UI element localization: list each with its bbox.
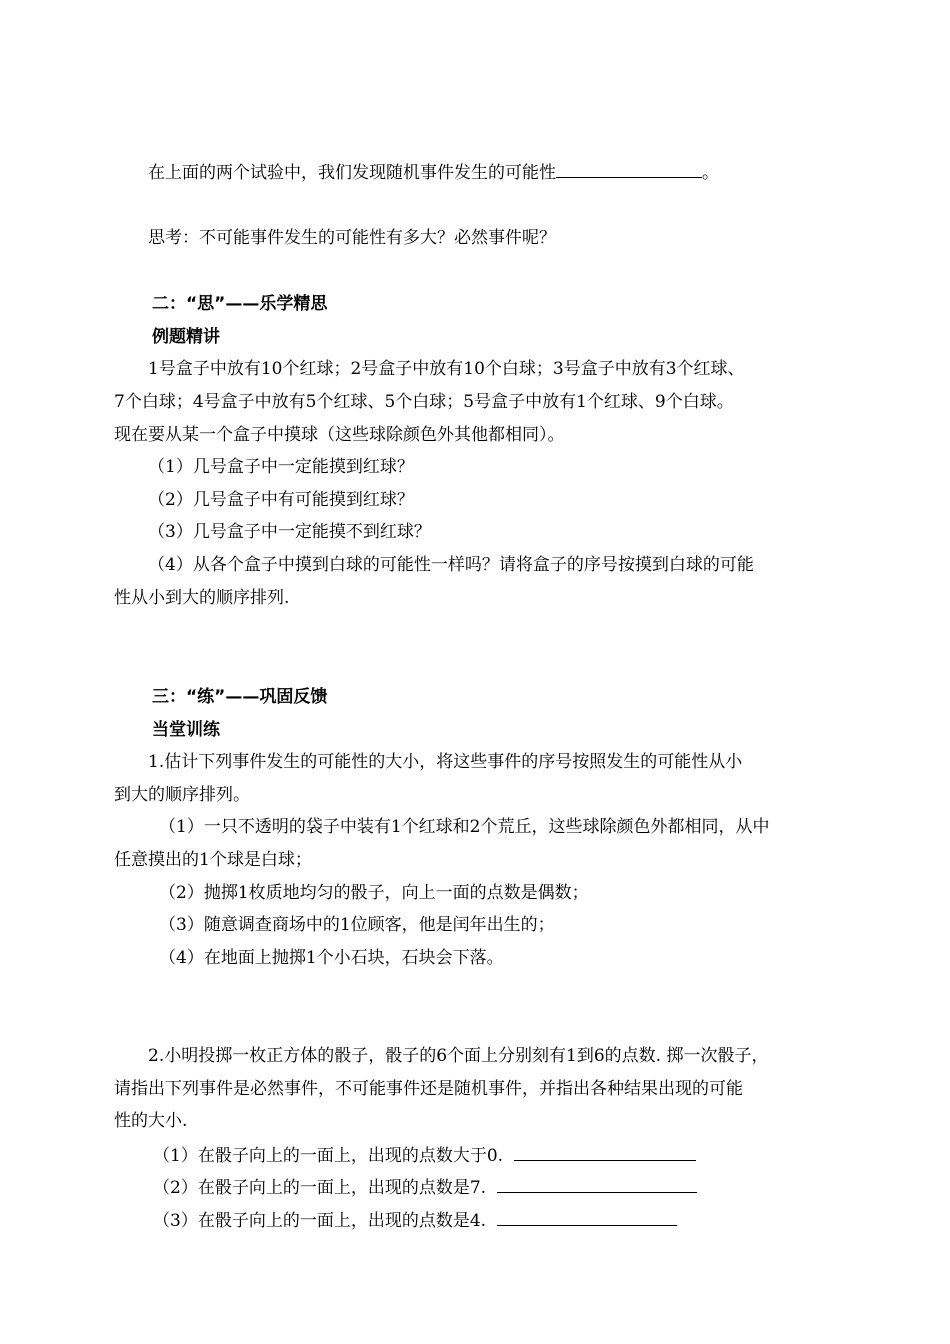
observation-text: 在上面的两个试验中，我们发现随机事件发生的可能性 [148,163,556,183]
exercise2-item [153,1174,697,1200]
problem-line: 1号盒子中放有10个红球；2号盒子中放有10个白球；3号盒子中放有3个红球、 [148,359,745,379]
think-question: 思考：不可能事件发生的可能性有多大？必然事件呢？ [148,228,556,248]
exercise1-item: （3）随意调查商场中的1位顾客，他是闰年出生的； [159,915,555,935]
exercise1-line: 到大的顺序排列。 [114,785,250,805]
question-item-continued: 性从小到大的顺序排列. [114,588,290,608]
exercise1-item: （4）在地面上抛掷1个小石块，石块会下落。 [159,948,504,968]
exercise2-item-text: （3）在骰子向上的一面上，出现的点数是4. [153,1211,487,1231]
answer-blank[interactable] [497,1207,677,1226]
exercise2-line: 2.小明投掷一枚正方体的骰子，骰子的6个面上分别刻有1到6的点数. 掷一次骰子， [148,1046,769,1066]
answer-blank[interactable] [514,1142,696,1161]
exercise2-item [153,1142,696,1168]
answer-blank[interactable] [497,1174,697,1193]
problem-line: 现在要从某一个盒子中摸球（这些球除颜色外其他都相同）。 [114,425,565,445]
exercise1-item: （1）一只不透明的袋子中装有1个红球和2个荒丘，这些球除颜色外都相同，从中 [159,817,770,837]
section3-heading: 三：“练”——巩固反馈 [152,687,328,707]
observation-answer-blank[interactable] [556,159,702,178]
exercise2-line: 性的大小. [114,1111,188,1131]
question-item: （3）几号盒子中一定能摸不到红球？ [148,522,431,542]
problem-line: 7个白球；4号盒子中放有5个红球、5个白球；5号盒子中放有1个红球、9个白球。 [114,392,734,412]
section2-heading: 二：“思”——乐学精思 [152,294,328,314]
section2-subheading: 例题精讲 [152,327,220,347]
exercise1-line: 1.估计下列事件发生的可能性的大小，将这些事件的序号按照发生的可能性从小 [148,752,743,772]
question-item: （2）几号盒子中有可能摸到红球？ [148,490,414,510]
exercise2-line: 请指出下列事件是必然事件，不可能事件还是随机事件，并指出各种结果出现的可能 [114,1079,743,1099]
exercise2-item-text: （2）在骰子向上的一面上，出现的点数是7. [153,1178,487,1198]
exercise1-item-continued: 任意摸出的1个球是白球； [114,850,312,870]
section3-subheading: 当堂训练 [152,720,220,740]
exercise1-item: （2）抛掷1枚质地均匀的骰子，向上一面的点数是偶数； [159,883,589,903]
exercise2-item-text: （1）在骰子向上的一面上，出现的点数大于0. [153,1146,504,1166]
exercise2-item [153,1207,677,1233]
observation-suffix: 。 [702,163,719,183]
question-item: （1）几号盒子中一定能摸到红球？ [148,457,414,477]
question-item: （4）从各个盒子中摸到白球的可能性一样吗？请将盒子的序号按摸到白球的可能 [148,555,754,575]
observation-line [148,159,719,185]
